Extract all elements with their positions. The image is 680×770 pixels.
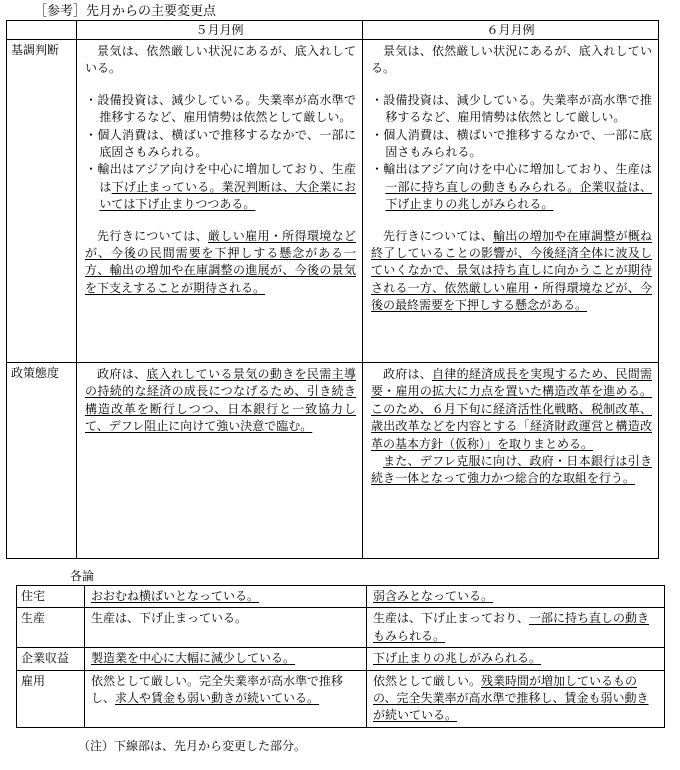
text-plain: 先行きについては、 bbox=[383, 228, 493, 243]
header-june: ６月月例 bbox=[363, 21, 659, 40]
detail-may bbox=[85, 670, 367, 727]
intro-text: 景気は、依然厳しい状況にあるが、底入れしている。 bbox=[371, 44, 652, 76]
text-changed: 一部に持ち直しの動きもみられる。 bbox=[373, 611, 650, 643]
text-plain: 政府は、 bbox=[97, 367, 147, 381]
detail-table bbox=[16, 585, 665, 728]
text-changed: 厳しい雇用・所得環境 bbox=[208, 228, 332, 243]
comparison-table bbox=[6, 20, 659, 559]
header-may: ５月月例 bbox=[77, 21, 363, 40]
detail-june bbox=[367, 608, 665, 648]
text-plain: 依然として厳しい。 bbox=[373, 673, 482, 688]
text-changed: 求人や賃金も弱い動きが続いている。 bbox=[115, 690, 320, 705]
text-changed: 企業収益は、下げ止まりの兆しがみられる。 bbox=[385, 179, 652, 212]
text-plain: 輸出はアジア向けを中心に増加しており、生産は bbox=[97, 162, 356, 194]
text-changed: 残業時間が増加しているものの、完全失業率が高水準で推移し、賃金も弱い動きが続いている。 bbox=[373, 673, 649, 723]
footnote: （注）下線部は、先月から変更した部分。 bbox=[78, 739, 307, 753]
outlook-text bbox=[371, 228, 652, 315]
text-plain: 生産は、下げ止まっており、 bbox=[373, 611, 530, 626]
header-row bbox=[7, 21, 659, 40]
cell-policy-may bbox=[77, 363, 363, 559]
outlook-text bbox=[85, 228, 356, 298]
bullet-exports bbox=[371, 161, 652, 213]
text-changed: おおむね横ばいとなっている。 bbox=[91, 589, 260, 603]
section-heading: 各論 bbox=[70, 569, 95, 583]
text-changed: 輸出の増加や在庫調整が概ね終了していることの影響が、今後経済全体に波及していくなかで、景気は持ち直しに向かうことが期待される一方、依然厳しい雇用・所得環境などが、今後の最終需要を下押しする懸念がある。 bbox=[371, 228, 652, 313]
detail-label: 住宅 bbox=[17, 586, 85, 608]
bullet-capex: ・ 設備投資は、減少している。失業率が高水準で推移するなど、雇用情勢は依然として厳しい。 bbox=[371, 92, 652, 127]
detail-label: 生産 bbox=[17, 608, 85, 648]
detail-june bbox=[367, 648, 665, 670]
text-changed: 一部に持ち直しの動きもみられる。 bbox=[385, 179, 580, 194]
text-changed: 自律的経済成長を実現するため、民間需要・雇用の拡大に力点を置いた構造改革を進める。このため、６月下旬に経済活性化戦略、税制改革、歳出改革などを内容とする「経済財政運営と構造改革の基本方針（仮称）」を取りまとめる。 bbox=[371, 367, 652, 451]
policy-text bbox=[371, 366, 652, 453]
bullet-consumption: ・ 個人消費は、横ばいで推移するなかで、一部に底固さもみられる。 bbox=[85, 127, 356, 162]
text-changed: 下げ止まりの兆しがみられる。 bbox=[373, 651, 542, 666]
detail-row-production bbox=[17, 608, 665, 648]
detail-row-employment bbox=[17, 670, 665, 727]
text-plain: 依然として厳しい。完全失業率が高水準で推移し、 bbox=[91, 673, 344, 705]
text-changed: また、デフレ克服に向け、政府・日本銀行は引き続き一体となって強力かつ総合的な取組を行う。 bbox=[371, 453, 652, 486]
policy-text bbox=[85, 366, 356, 436]
text-plain: 輸出はアジア向けを中心に増加しており、生産は bbox=[383, 162, 652, 177]
detail-label: 雇用 bbox=[17, 670, 85, 727]
row-label-policy: 政策態度 bbox=[7, 363, 77, 559]
row-label-basic: 基調判断 bbox=[7, 40, 77, 363]
bullet-exports bbox=[85, 161, 356, 213]
text-changed: などが、今後の民間需要を下押しする懸念がある一方、輸出の増加や在庫調整の進展が、今後の景気を下支えすることが期待される。 bbox=[85, 228, 356, 295]
bullet-consumption: ・ 個人消費は、横ばいで推移するなかで、一部に底固さもみられる。 bbox=[371, 127, 652, 162]
cell-basic-may bbox=[77, 40, 363, 363]
row-policy bbox=[7, 363, 659, 559]
detail-may bbox=[85, 648, 367, 670]
policy-text-2 bbox=[371, 453, 652, 488]
intro-text: 景気は、依然厳しい状況にあるが、底入れしている。 bbox=[85, 44, 356, 76]
text-changed: 下げ止まっている。業況判断は、 bbox=[111, 179, 296, 194]
text-plain: 政府は、 bbox=[383, 367, 433, 381]
page-title: ［参考］先月からの主要変更点 bbox=[34, 4, 217, 19]
detail-may bbox=[85, 586, 367, 608]
text-changed: 底入れしている景気の動きを民需主導の持続的な経済の成長につなげるため、引き続き構造改革を断行しつつ、日本銀行と一致協力して、デフレ阻止に向けて強い決意で臨む。 bbox=[85, 367, 356, 434]
detail-label: 企業収益 bbox=[17, 648, 85, 670]
cell-policy-june bbox=[363, 363, 659, 559]
row-basic-judgment bbox=[7, 40, 659, 363]
detail-may: 生産は、下げ止まっている。 bbox=[85, 608, 367, 648]
detail-june bbox=[367, 586, 665, 608]
bullet-capex: ・ 設備投資は、減少している。失業率が高水準で推移するなど、雇用情勢は依然として厳しい。 bbox=[85, 92, 356, 127]
text-changed: 製造業を中心に大幅に減少している。 bbox=[91, 651, 296, 666]
text-changed: 大企業においては下げ止まりつつある。 bbox=[99, 179, 356, 212]
text-changed: 弱含みとなっている。 bbox=[373, 589, 494, 603]
header-blank bbox=[7, 21, 77, 40]
cell-basic-june bbox=[363, 40, 659, 363]
text-plain: 先行きについては、 bbox=[97, 228, 209, 243]
detail-row-profits bbox=[17, 648, 665, 670]
detail-row-housing bbox=[17, 586, 665, 608]
detail-june bbox=[367, 670, 665, 727]
